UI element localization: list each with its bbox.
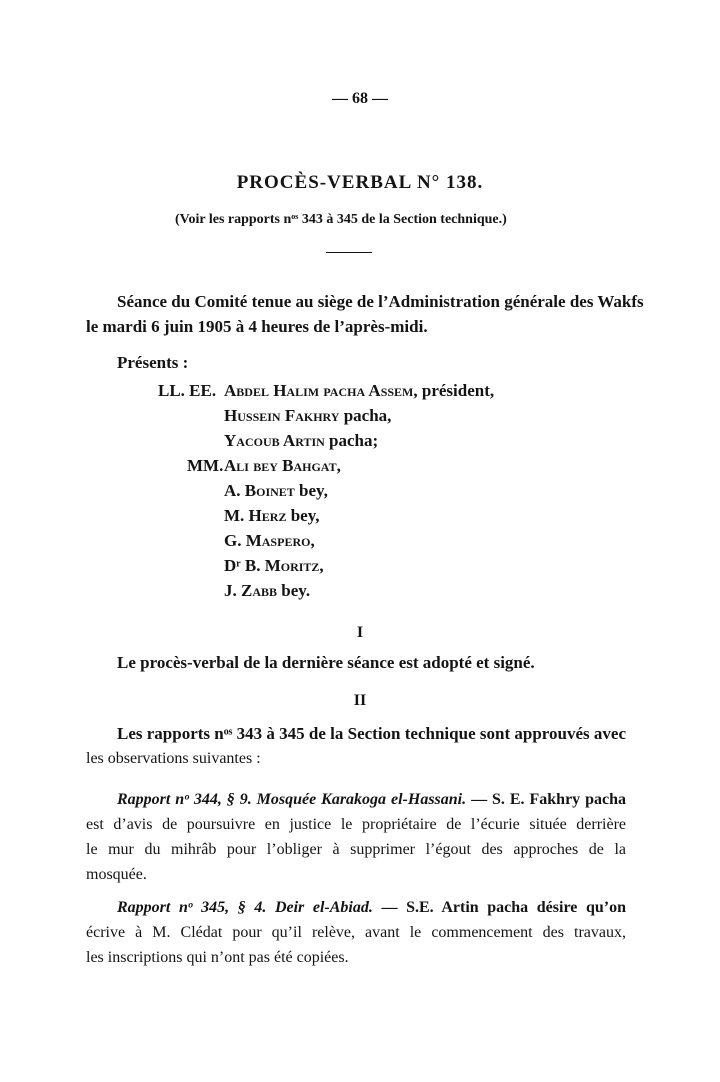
presents-heading: Présents : — [117, 353, 189, 372]
presents-member — [224, 506, 320, 526]
presents-member — [224, 406, 391, 426]
observation-1-line-3: le mur du mihrâb pour l’obliger à supprimer l’égout des approches de la — [86, 841, 626, 858]
member-role: bey, — [286, 506, 320, 525]
member-name: Dʳ B. Moritz — [224, 556, 320, 575]
section-2-line-2: les observations suivantes : — [86, 750, 261, 767]
member-name: Ali bey Bahgat — [224, 456, 337, 475]
member-name: Yacoub Artin — [224, 431, 325, 450]
presents-member — [224, 531, 315, 551]
section-numeral-1: I — [356, 624, 364, 641]
presents-member — [224, 556, 324, 576]
subtitle: (Voir les rapports nᵒˢ 343 à 345 de la Section technique.) — [175, 212, 507, 227]
observation-2-line-1 — [117, 899, 626, 917]
observation-text: — S.E. Artin pacha désire qu’on — [372, 899, 626, 916]
member-role: , président, — [413, 381, 495, 400]
member-role: , — [310, 531, 315, 550]
member-name: G. Maspero — [224, 531, 311, 550]
observation-2-line-3: les inscriptions qui n’ont pas été copiées. — [86, 949, 349, 966]
report-reference: Rapport nᵒ 345, § 4. Deir el-Abiad. — [117, 899, 373, 916]
observation-1-line-4: mosquée. — [86, 866, 147, 883]
presents-member — [224, 581, 310, 601]
member-role: pacha; — [324, 431, 379, 450]
member-role: , — [336, 456, 341, 475]
page-title: PROCÈS-VERBAL N° 138. — [236, 172, 484, 193]
intro-line-1: Séance du Comité tenue au siège de l’Administration générale des Wakfs — [117, 292, 644, 311]
observation-text: — S. E. Fakhry pacha — [466, 791, 627, 808]
member-role: pacha, — [339, 406, 392, 425]
page-number: — 68 — — [332, 90, 388, 107]
presents-member — [224, 456, 341, 476]
presents-group2-prefix: MM. — [187, 456, 224, 475]
report-reference: Rapport nᵒ 344, § 9. Mosquée Karakoga el-Hassani. — [117, 791, 467, 808]
intro-line-2: le mardi 6 juin 1905 à 4 heures de l’après-midi. — [86, 317, 428, 336]
member-role: bey, — [294, 481, 328, 500]
member-role: bey. — [277, 581, 311, 600]
observation-2-line-2: écrive à M. Clédat pour qu’il relève, avant le commencement des travaux, — [86, 924, 626, 941]
section-2-line-1: Les rapports nᵒˢ 343 à 345 de la Section technique sont approuvés avec — [117, 724, 626, 743]
section-1-text: Le procès-verbal de la dernière séance est adopté et signé. — [117, 653, 535, 672]
member-role: , — [319, 556, 324, 575]
member-name: Abdel Halim pacha Assem — [224, 381, 414, 400]
member-name: A. Boinet — [224, 481, 295, 500]
presents-member — [224, 431, 378, 451]
member-name: J. Zabb — [224, 581, 278, 600]
member-name: M. Herz — [224, 506, 287, 525]
presents-member — [224, 381, 494, 401]
title-divider — [326, 252, 372, 253]
presents-group1-prefix: LL. EE. — [158, 381, 217, 400]
section-numeral-2: II — [353, 692, 367, 709]
member-name: Hussein Fakhry — [224, 406, 340, 425]
observation-1-line-1 — [117, 791, 626, 809]
observation-1-line-2: est d’avis de poursuivre en justice le propriétaire de l’écurie située derrière — [86, 816, 626, 833]
presents-member — [224, 481, 328, 501]
